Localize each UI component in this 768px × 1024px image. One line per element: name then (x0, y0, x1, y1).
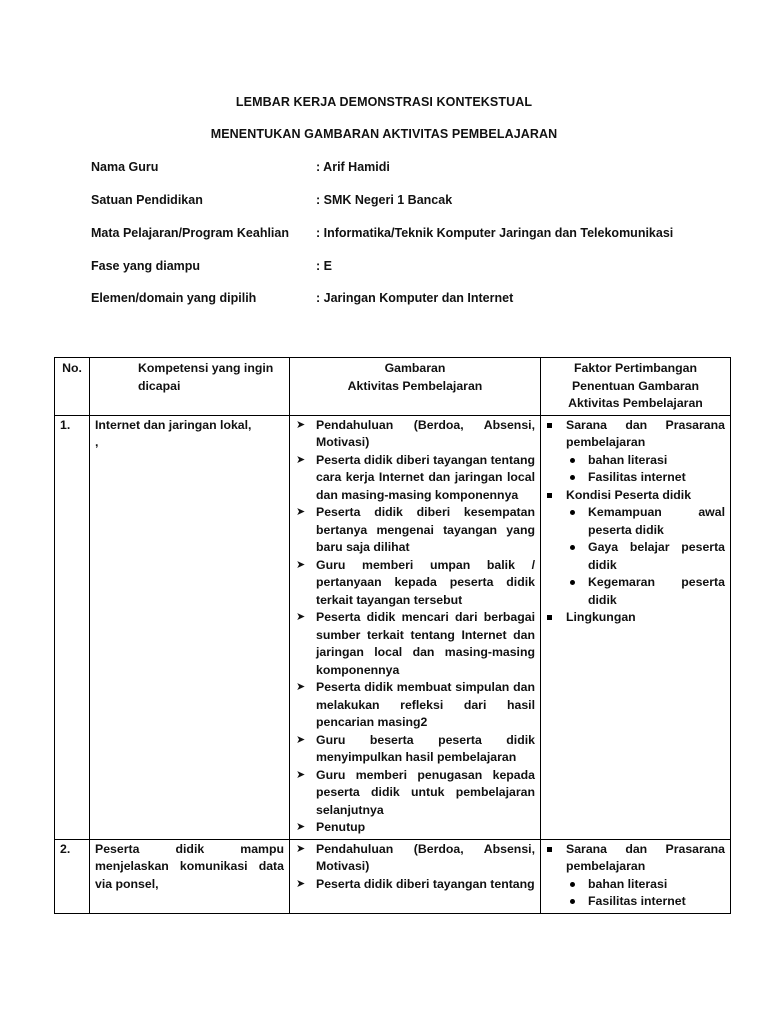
activity-item: ➤ Peserta didik membuat simpulan dan melakukan refleksi dari hasil pencarian masing2 (296, 680, 535, 729)
document-subtitle: MENENTUKAN GAMBARAN AKTIVITAS PEMBELAJARAN (210, 127, 558, 141)
header-factor (541, 358, 731, 416)
factor-sub-item: Fasilitas internet (566, 469, 725, 487)
competency-text: Peserta didik mampu menjelaskan komunikasi data via ponsel, (95, 841, 284, 891)
info-value: : Jaringan Komputer dan Internet (316, 291, 514, 305)
activity-item: ➤ Pendahuluan (Berdoa, Absensi, Motivasi) (296, 417, 535, 449)
info-value: : Arif Hamidi (316, 160, 390, 174)
activity-item: ➤ Peserta didik diberi kesempatan bertanya mengenai tayangan yang baru saja dilihat (296, 505, 535, 554)
info-label: Fase yang diampu (91, 259, 201, 273)
factor-item: Kondisi Peserta didik Kemampuan awal peserta didik Gaya belajar peserta didik Kegemaran peserta didik (546, 487, 725, 610)
arrow-bullet-icon: ➤ (296, 733, 306, 746)
factor-sub-item: bahan literasi (566, 452, 725, 470)
info-label: Nama Guru (91, 160, 159, 174)
dot-bullet-icon (570, 882, 575, 887)
header-activity-line: Aktivitas Pembelajaran (347, 378, 483, 393)
dot-bullet-icon (570, 510, 575, 515)
arrow-bullet-icon: ➤ (296, 611, 306, 623)
activity-item: ➤ Pendahuluan (Berdoa, Absensi, Motivasi) (296, 841, 535, 873)
activity-item: ➤ Guru memberi umpan balik / pertanyaan kepada peserta didik terkait tayangan tersebut (296, 557, 535, 607)
header-factor-line: Penentuan Gambaran (571, 378, 700, 393)
arrow-bullet-icon: ➤ (296, 558, 306, 571)
dot-bullet-icon (570, 899, 575, 904)
header-no: No. (55, 358, 90, 416)
arrow-bullet-icon: ➤ (296, 842, 306, 855)
activity-item: ➤ Penutup (295, 819, 535, 837)
table-row (55, 839, 731, 913)
arrow-bullet-icon: ➤ (296, 681, 306, 693)
arrow-bullet-icon: ➤ (296, 453, 306, 466)
row-activities (290, 415, 541, 839)
factor-item: Sarana dan Prasarana pembelajaran bahan literasi Fasilitas internet (546, 841, 725, 911)
info-value: : Informatika/Teknik Komputer Jaringan dan Telekomunikasi (316, 226, 674, 240)
activity-item: ➤ Peserta didik mencari dari berbagai sumber terkait tentang Internet dan jaringan local dan masing-masing komponennya (296, 610, 535, 677)
row-factors (541, 839, 731, 913)
square-bullet-icon (547, 847, 552, 852)
activity-item: ➤ Peserta didik diberi tayangan tentang (295, 876, 535, 894)
square-bullet-icon (547, 493, 552, 498)
row-number: 1. (55, 415, 90, 839)
arrow-bullet-icon: ➤ (296, 418, 306, 431)
square-bullet-icon (547, 615, 552, 620)
factor-sub-item: Gaya belajar peserta didik (566, 539, 725, 574)
factor-sub-item: Kegemaran peserta didik (566, 574, 725, 609)
dot-bullet-icon (570, 475, 575, 480)
activity-item: ➤ Peserta didik diberi tayangan tentang cara kerja Internet dan jaringan local dan masing-masing komponennya (296, 452, 535, 502)
info-label: Mata Pelajaran/Program Keahlian (91, 226, 289, 240)
row-competency (90, 839, 290, 913)
table-row (55, 415, 731, 839)
competency-text: Internet dan jaringan lokal, (95, 417, 252, 432)
row-activities (290, 839, 541, 913)
header-activity-line: Gambaran (384, 361, 446, 375)
factor-item: Lingkungan (546, 609, 725, 627)
row-competency (90, 415, 290, 839)
info-label: Satuan Pendidikan (91, 193, 203, 207)
competency-text: , (95, 435, 99, 449)
header-factor-line: Faktor Pertimbangan (574, 361, 697, 375)
arrow-bullet-icon: ➤ (296, 877, 306, 890)
arrow-bullet-icon: ➤ (296, 506, 306, 518)
dot-bullet-icon (570, 458, 575, 463)
factor-sub-item: Kemampuan awal peserta didik (566, 504, 725, 539)
row-factors (541, 415, 731, 839)
activity-item: ➤ Guru memberi penugasan kepada peserta didik untuk pembelajaran selanjutnya (296, 767, 535, 817)
dot-bullet-icon (570, 545, 575, 550)
table-header-row (55, 358, 731, 416)
factor-item: Sarana dan Prasarana pembelajaran bahan literasi Fasilitas internet (546, 417, 725, 487)
activity-item: ➤ Guru beserta peserta didik menyimpulkan hasil pembelajaran (296, 732, 535, 764)
arrow-bullet-icon: ➤ (296, 768, 306, 781)
dot-bullet-icon (570, 580, 575, 585)
info-label: Elemen/domain yang dipilih (91, 291, 257, 305)
info-value: : E (316, 259, 332, 273)
header-competency: Kompetensi yang ingin dicapai (90, 358, 290, 416)
header-factor-line: Aktivitas Pembelajaran (568, 396, 703, 410)
arrow-bullet-icon: ➤ (296, 821, 306, 833)
document-title: LEMBAR KERJA DEMONSTRASI KONTEKSTUAL (235, 95, 533, 109)
header-activity (290, 358, 541, 416)
factor-sub-item: Fasilitas internet (566, 893, 725, 911)
info-value: : SMK Negeri 1 Bancak (316, 193, 453, 207)
activity-table (54, 357, 731, 914)
factor-sub-item: bahan literasi (566, 876, 725, 894)
row-number: 2. (55, 839, 90, 913)
square-bullet-icon (547, 423, 552, 428)
